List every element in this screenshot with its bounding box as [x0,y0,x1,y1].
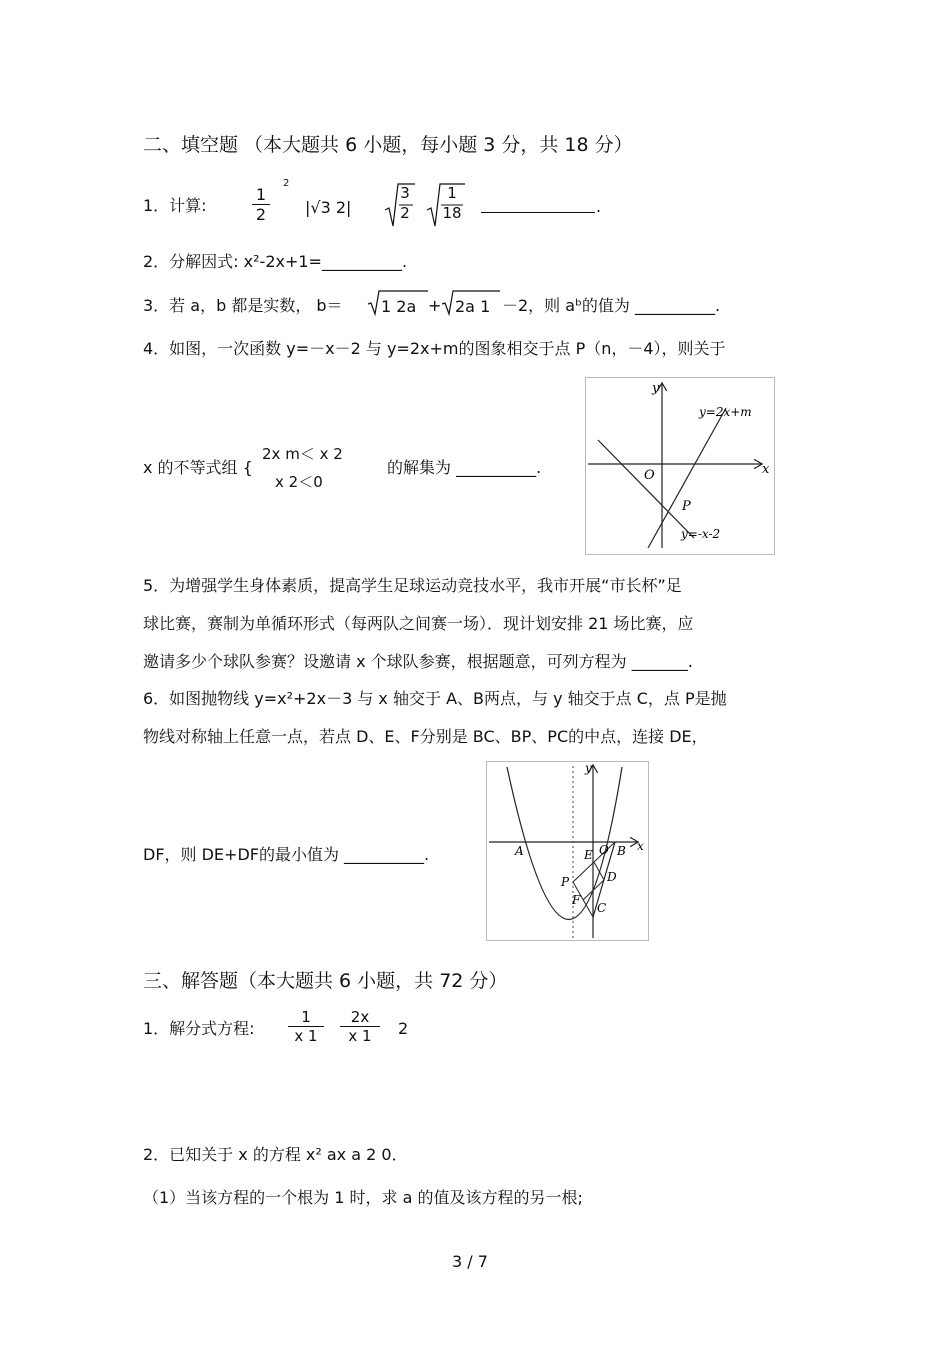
q4-graph-figure [585,377,775,555]
q6-line2: 物线对称轴上任意一点，若点 D、E、F分别是 BC、BP、PC的中点，连接 DE， [143,727,708,746]
q1-exponent: 2 [283,178,290,189]
q1-fraction [252,185,270,224]
q6-label-origin: O [599,843,609,857]
q1-sqrt2-den: 18 [442,204,462,222]
q6-label-c: C [597,901,607,915]
section-title-fill-blank: 二、填空题 （本大题共 6 小题，每小题 3 分，共 18 分） [143,134,633,156]
page-number: 3 / 7 [452,1252,488,1271]
q4-system-eq1: 2x m＜ x 2 [262,445,343,463]
q4-label-p: P [682,499,691,514]
q4-label-origin: O [644,468,655,483]
q1-label: 1．计算: [143,196,207,215]
q1-frac-den: 2 [252,204,270,224]
q6-label-f: F [572,893,581,907]
q3-rad2-text: 2a 1 [455,297,491,316]
q1-sqrt1-den: 2 [400,204,410,222]
q1-period: . [596,197,602,216]
q5-line1: 5．为增强学生身体素质，提高学生足球运动竞技水平，我市开展“市长杯”足 [143,576,682,595]
q4-system-eq2: x 2＜0 [275,473,323,491]
q6-parabola-figure [486,761,649,941]
section-title-solve: 三、解答题（本大题共 6 小题，共 72 分） [143,970,508,992]
q3-plus: + [428,296,442,315]
q4-line1: 4．如图，一次函数 y=－x－2 与 y=2x+m的图象相交于点 P（n，－4），则关于 [143,339,726,358]
q6-label-d: D [607,870,617,884]
q6-label-p: P [561,875,570,889]
s3q1-f2-den: x 1 [340,1026,380,1045]
s3q1-f1-num: 1 [301,1008,311,1026]
q6-label-y: y [585,762,592,775]
s3q1-f2-num: 2x [350,1008,370,1026]
q1-answer-blank[interactable] [481,196,595,213]
q3-prefix: 3．若 a，b 都是实数， b＝ [143,296,343,315]
q4-label-y: y [652,381,660,396]
q6-parabola-svg [487,762,648,940]
q6-label-x: x [637,839,644,853]
q4-suffix: 的解集为 __________. [387,458,542,477]
q3-suffix: －2，则 aᵇ的值为 __________. [502,296,721,315]
q5-line2: 球比赛，赛制为单循环形式（每两队之间赛一场）．现计划安排 21 场比赛，应 [143,614,694,633]
q2-text: 2．分解因式: x²-2x+1=__________. [143,252,408,271]
q4-line-neg-x-minus-2 [598,440,694,538]
q6-line3: DF，则 DE+DF的最小值为 __________. [143,845,430,864]
q4-graph-svg [586,378,774,554]
q1-sqrt1-num: 3 [400,184,410,202]
q3-rad1-text: 1 2a [381,297,417,316]
q1-sqrt-frac1-text [398,184,412,222]
q4-label-x: x [762,462,770,477]
q1-sqrt-frac2-text [440,184,464,222]
s3q2-text: 2．已知关于 x 的方程 x² ax a 2 0． [143,1145,408,1164]
q6-label-b: B [617,844,626,858]
q4-label-line1: y=2x+m [699,405,752,419]
s3q1-fraction-1 [288,1008,324,1045]
s3q2-part1: （1）当该方程的一个根为 1 时，求 a 的值及该方程的另一根; [143,1188,583,1207]
q1-sqrt2-num: 1 [447,184,457,202]
q1-abs-expr: |√3 2| [305,198,352,217]
q6-label-e: E [584,848,593,862]
q6-line1: 6．如图抛物线 y=x²+2x－3 与 x 轴交于 A、B两点，与 y 轴交于点 C，点 P是抛 [143,689,727,708]
s3q1-fraction-2 [340,1008,380,1045]
s3q1-label: 1．解分式方程: [143,1019,255,1038]
q1-frac-num: 1 [255,185,267,204]
q5-line3: 邀请多少个球队参赛？设邀请 x 个球队参赛，根据题意，可列方程为 _______. [143,652,693,671]
q4-prefix: x 的不等式组 { [143,458,253,477]
q6-segment-de [594,862,604,880]
s3q1-f1-den: x 1 [288,1026,324,1045]
q6-label-a: A [515,844,524,858]
q4-label-line2: y=-x-2 [681,527,721,541]
s3q1-rhs: 2 [398,1019,409,1038]
